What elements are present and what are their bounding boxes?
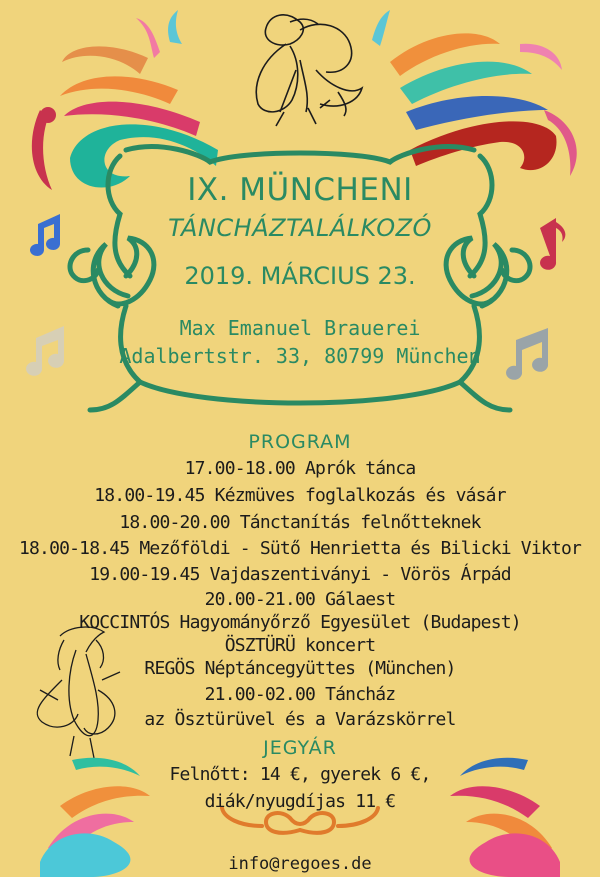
event-date: 2019. MÁRCIUS 23. bbox=[184, 262, 416, 290]
tickets-heading: JEGYÁR bbox=[263, 737, 337, 759]
venue-address: Adalbertstr. 33, 80799 München bbox=[119, 344, 481, 368]
program-line: 19.00-19.45 Vajdaszentiványi - Vörös Árpád bbox=[89, 564, 511, 585]
event-title: IX. MÜNCHENI bbox=[187, 172, 413, 208]
program-heading: PROGRAM bbox=[248, 431, 352, 453]
program-line: REGÖS Néptáncegyüttes (München) bbox=[144, 658, 456, 679]
program-line: ÖSZTÜRÜ koncert bbox=[224, 635, 376, 656]
contact-email[interactable]: info@regoes.de bbox=[228, 854, 372, 874]
program-line: 17.00-18.00 Aprók tánca bbox=[184, 458, 416, 479]
splash-top-left bbox=[32, 10, 218, 190]
venue-name: Max Emanuel Brauerei bbox=[179, 316, 421, 340]
dancing-couple-icon bbox=[256, 15, 362, 126]
program-line: 18.00-18.45 Mezőföldi - Sütő Henrietta és Bilicki Viktor bbox=[18, 538, 582, 559]
program-line: KOCCINTÓS Hagyományőrző Egyesület (Budapest) bbox=[79, 612, 521, 633]
program-line: 20.00-21.00 Gálaest bbox=[204, 589, 396, 610]
program-line: 18.00-19.45 Kézmüves foglalkozás és vásár bbox=[94, 485, 506, 506]
program-line: az Ösztürüvel és a Varázskörrel bbox=[144, 709, 456, 730]
program-line: 18.00-20.00 Tánctanítás felnőtteknek bbox=[119, 512, 481, 533]
event-subtitle: TÁNCHÁZTALÁLKOZÓ bbox=[168, 214, 432, 242]
program-line: 21.00-02.00 Táncház bbox=[204, 684, 396, 705]
tickets-line: Felnőtt: 14 €, gyerek 6 €, bbox=[169, 764, 431, 785]
tickets-line: diák/nyugdíjas 11 € bbox=[204, 791, 396, 812]
